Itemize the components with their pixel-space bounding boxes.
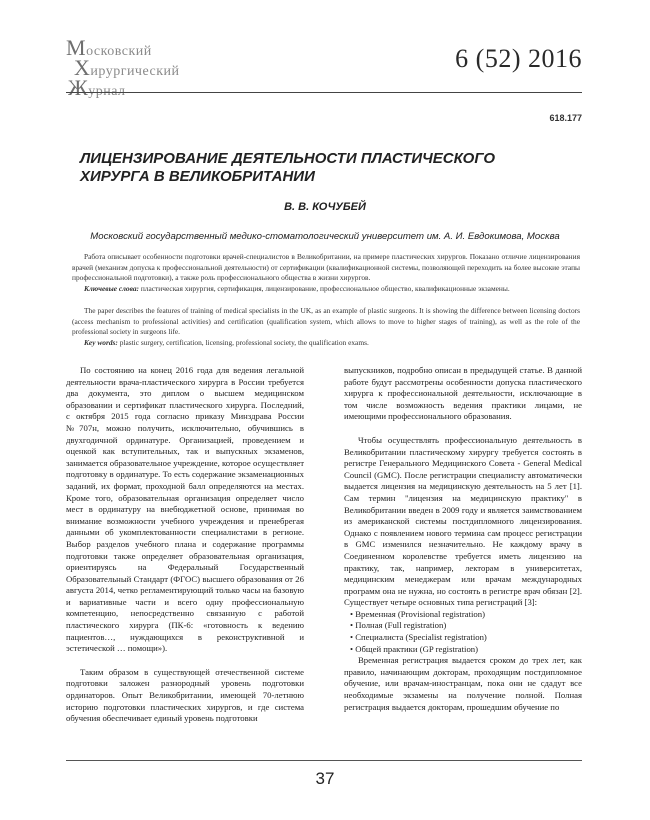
keywords-ru	[72, 284, 580, 295]
body-paragraph: Временная регистрация выдается сроком до трех лет, как правило, начинающим докторам, проходящим постдипломное обучение, или врачам-иностранцам, пока они не сдадут все необходимые экзамены на получение полной. Полная регистрация выдается докторам, прошедшим обучение по	[344, 655, 582, 712]
list-item: • Полная (Full registration)	[350, 620, 582, 632]
keywords-ru-text: пластическая хирургия, сертификация, лицензирование, профессиональное общество, квалификационные экзамены.	[139, 283, 510, 293]
list-item: • Общей практики (GP registration)	[350, 644, 582, 656]
body-paragraph: Чтобы осуществлять профессиональную деятельность в Великобритании пластическому хирургу требуется состоять в регистре Генерального Медицинского Совета - General Medical Council (GMC). После регистрации специалисту автоматически выдается лицензия на медицинскую деятельность на 5 лет [1]. Сам термин "лицензия на медицинскую практику" в Великобритании введен в 2009 году и является заимствованием из американской системы постдипломного лицензирования. Однако с появлением нового термина сам процесс регистрации в GMC изменился незначительно. Не каждому врачу в Соединенном королевстве требуется иметь лицензию на практику, так, например, лекторам в университетах, медицинским менеджерам или врачам международных программ она не нужна, но состоять в регистре врач обязан [2]. Существует четыре основных типа регистраций [3]:	[344, 434, 582, 608]
logo-word-1: осковский	[86, 44, 152, 59]
keywords-en-text: plastic surgery, certification, licensing, professional society, the qualification exams.	[117, 337, 369, 347]
body-column-left	[66, 365, 304, 725]
footer-divider	[66, 760, 582, 761]
abstract-ru-text: Работа описывает особенности подготовки врачей-специалистов в Великобритании, на примере пластических хирургов. Показано отличие лицензирования врачей (механизм допуска к профессиональной деятельности) от сертификации (квалификационной системы, позволяющей переходить на более высокие этапы профессиональной подготовки), а также роль профессионального общества в жизни хирургов.	[72, 252, 580, 283]
body-column-right	[344, 365, 582, 713]
article-author: В. В. КОЧУБЕЙ	[284, 201, 366, 213]
body-paragraph: Таким образом в существующей отечественной системе подготовки заложен разнородный уровень подготовки ординаторов. Опыт Великобритании, имеющей 70-летнюю историю подготовки пластических хирургов, и где система обучения обеспечивает единый уровень подготовки	[66, 666, 304, 724]
udc-code: 618.177	[549, 113, 582, 123]
registration-types-list	[350, 609, 582, 655]
logo-initial-zh: Ж	[68, 75, 89, 100]
abstract-en-text: The paper describes the features of training of medical specialists in the UK, as an example of plastic surgeons. It is showing the difference between licensing doctors (access mechanism to professional activities) and certification (qualification system, which allows to move to higher stages of training), as well as the role of the professional society in surgeons life.	[72, 306, 580, 337]
article-title: ЛИЦЕНЗИРОВАНИЕ ДЕЯТЕЛЬНОСТИ ПЛАСТИЧЕСКОГО ХИРУРГА В ВЕЛИКОБРИТАНИИ	[80, 150, 495, 185]
issue-number: 6 (52) 2016	[455, 44, 582, 73]
logo-initial-m: М	[66, 35, 87, 60]
journal-logo	[66, 35, 180, 100]
keywords-ru-label: Ключевые слова:	[84, 283, 139, 293]
abstract-russian	[72, 252, 580, 294]
body-paragraph: выпускников, подробно описан в предыдущей статье. В данной работе будут рассмотрены особенности допуска пластического хирурга к профессиональной деятельности, исключающие в том числе возможность ведения практики лицами, не имеющими профессионального образования.	[344, 365, 582, 422]
header-divider	[66, 92, 582, 93]
abstract-english	[72, 306, 580, 348]
page-number: 37	[315, 769, 335, 788]
logo-initial-kh: Х	[74, 55, 91, 80]
list-item: • Специалиста (Specialist registration)	[350, 632, 582, 644]
logo-word-3: урнал	[88, 84, 126, 99]
author-affiliation: Московский государственный медико-стоматологический университет им. А. И. Евдокимова, Москва	[90, 231, 560, 242]
keywords-en	[72, 338, 580, 349]
list-item: • Временная (Provisional registration)	[350, 609, 582, 621]
keywords-en-label: Key words:	[84, 337, 118, 347]
body-paragraph: По состоянию на конец 2016 года для ведения легальной деятельности врача-пластического хирурга в России требуется два документа, это диплом о высшем медицинском образовании и сертификат пластического хирурга. Последний, с октября 2015 года согласно приказу Минздрава России №707н, можно получить, исключительно, обучившись в двухгодичной ординатуре. Организацией, проведением и оценкой как вступительных, так и выпускных экзаменов, занимается образовательное учреждение, которое осуществляет подготовку в ординатуре. То есть содержание экзаменационных заданий, их формат, проходной балл определяются на местах. Кроме того, образовательная организация определяет число мест в ординатуру на внебюджетной основе, принимая во внимание возможности учебного учреждения и пренебрегая данными об укомплектованности специалистами в регионе. Выбор разделов учебного плана и содержание программы подготовки также определяет образовательная организация, ориентируясь на Федеральный Государственный Образовательный Стандарт (ФГОС) высшего образования от 26 августа 2014, четко регламентирующий только часы на базовую и вариативные части и всего одну профессиональную компетенцию, непосредственно связанную с работой пластического хирурга (ПК-6: «готовность к ведению пациентов…, нуждающихся в реконструктивной и эстетической … помощи»).	[66, 365, 304, 654]
logo-word-2: ирургический	[90, 64, 180, 79]
